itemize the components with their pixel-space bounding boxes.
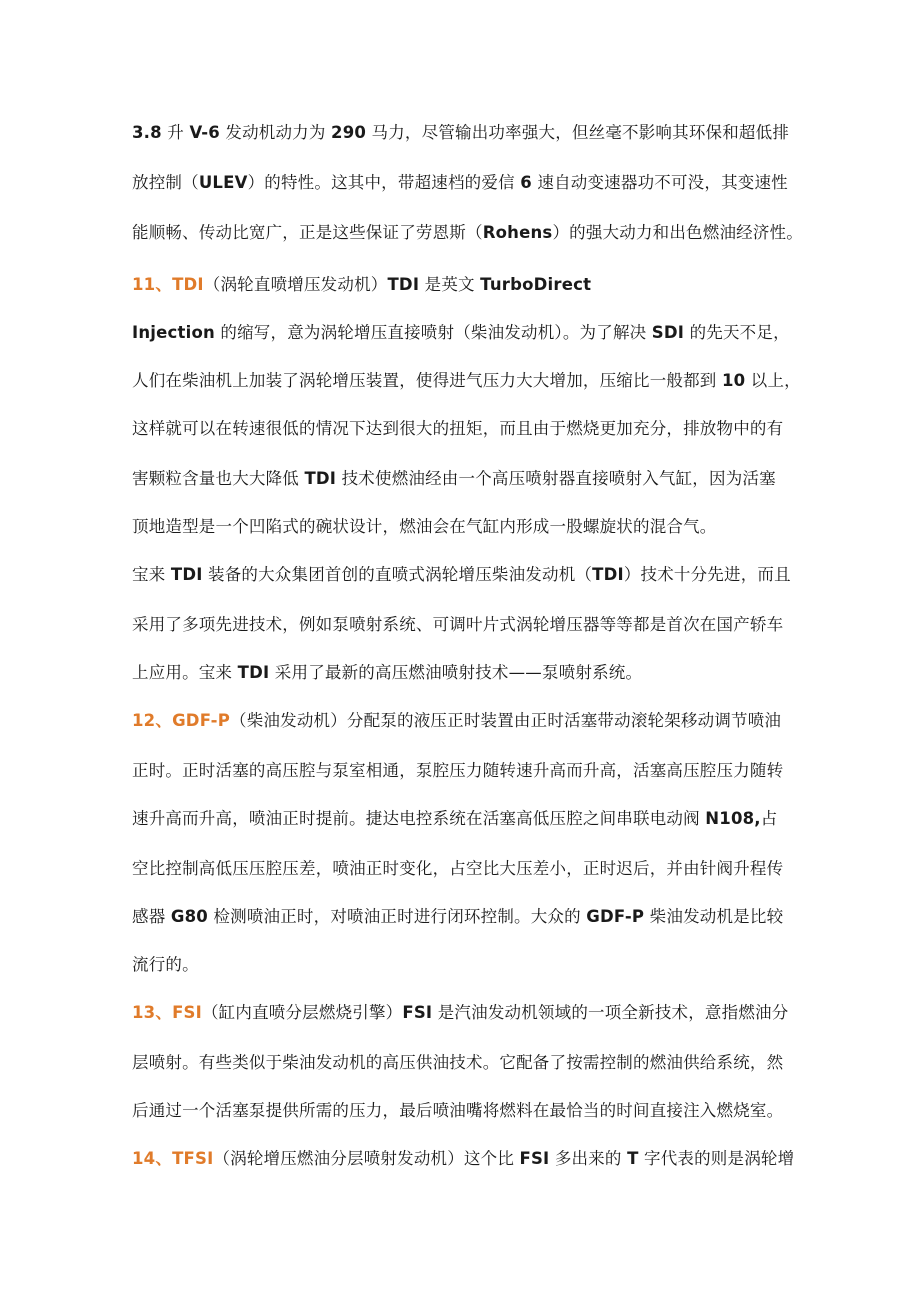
text-line: [132, 807, 777, 831]
text-segment: （涡轮增压燃油分层喷射发动机）这个比: [213, 1149, 520, 1168]
section-heading: TFSI: [172, 1149, 214, 1168]
text-segment: 正时。正时活塞的高压腔与泵室相通，泵腔压力随转速升高而升高，活塞高压腔压力随转: [132, 761, 784, 780]
text-line: [132, 273, 591, 297]
text-segment: 上应用。宝来: [132, 663, 238, 682]
text-segment: ）技术十分先进，而且: [623, 565, 791, 584]
text-segment: 采用了多项先进技术，例如泵喷射系统、可调叶片式涡轮增压器等等都是首次在国产轿车: [132, 615, 784, 634]
text-segment: （柴油发动机）分配泵的液压正时装置由正时活塞带动滚轮架移动调节喷油: [230, 711, 782, 730]
bold-term: ULEV: [198, 173, 248, 192]
text-segment: 是英文: [419, 275, 481, 294]
text-segment: 占: [760, 809, 778, 828]
bold-term: TDI: [237, 663, 270, 682]
text-segment: 空比控制高低压压腔压差，喷油正时变化，占空比大压差小，正时迟后，并由针阀升程传: [132, 859, 784, 878]
text-segment: 速升高而升高，喷油正时提前。捷达电控系统在活塞高低压腔之间串联电动阀: [132, 809, 706, 828]
text-segment: 采用了最新的高压燃油喷射技术——泵喷射系统。: [269, 663, 643, 682]
text-segment: 是汽油发动机领域的一项全新技术，意指燃油分: [432, 1003, 789, 1022]
bold-term: GDF-P: [586, 907, 645, 926]
section-heading: 14、: [132, 1149, 173, 1168]
bold-term: V-6: [189, 123, 220, 142]
text-line: [132, 1001, 788, 1025]
text-segment: 马力，尽管输出功率强大，但丝毫不影响其环保和超低排: [366, 123, 790, 142]
text-segment: 多出来的: [549, 1149, 628, 1168]
bold-term: SDI: [651, 323, 685, 342]
text-line: [132, 905, 783, 929]
bold-term: TDI: [387, 275, 420, 294]
bold-term: T: [627, 1149, 639, 1168]
text-segment: 升: [161, 123, 190, 142]
bold-term: TDI: [170, 565, 203, 584]
text-segment: 柴油发动机是比较: [644, 907, 784, 926]
text-segment: 检测喷油正时，对喷油正时进行闭环控制。大众的: [207, 907, 587, 926]
bold-term: TDI: [304, 469, 337, 488]
section-heading: FSI: [172, 1003, 202, 1022]
text-segment: （缸内直喷分层燃烧引擎）: [201, 1003, 403, 1022]
section-heading: 13、: [132, 1003, 173, 1022]
text-line: [132, 369, 801, 393]
bold-term: TDI: [592, 565, 624, 584]
bold-term: FSI: [402, 1003, 433, 1022]
text-line: [132, 121, 789, 145]
text-line: [132, 563, 791, 587]
text-segment: 的缩写，意为涡轮增压直接喷射（柴油发动机）。为了解决: [214, 323, 652, 342]
text-segment: 后通过一个活塞泵提供所需的压力，最后喷油嘴将燃料在最恰当的时间直接注入燃烧室。: [132, 1101, 784, 1120]
text-line: [132, 1051, 783, 1075]
section-heading: 12、: [132, 711, 173, 730]
text-segment: 速自动变速器功不可没，其变速性: [531, 173, 788, 192]
text-segment: 技术使燃油经由一个高压喷射器直接喷射入气缸，因为活塞: [336, 469, 776, 488]
text-segment: 流行的。: [132, 955, 199, 974]
text-segment: 顶地造型是一个凹陷式的碗状设计，燃油会在气缸内形成一股螺旋状的混合气。: [132, 517, 717, 536]
bold-term: 3.8: [132, 123, 162, 142]
text-segment: 发动机动力为: [219, 123, 332, 142]
text-line: [132, 759, 783, 783]
bold-term: FSI: [519, 1149, 550, 1168]
text-segment: 的先天不足，: [684, 323, 790, 342]
text-line: [132, 1099, 783, 1123]
text-segment: 感器: [132, 907, 171, 926]
bold-term: G80: [170, 907, 208, 926]
bold-term: Rohens: [482, 223, 553, 242]
section-heading: 11、: [132, 275, 173, 294]
text-segment: （涡轮直喷增压发动机）: [203, 275, 388, 294]
text-segment: 装备的大众集团首创的直喷式涡轮增压柴油发动机（: [202, 565, 593, 584]
text-segment: 层喷射。有些类似于柴油发动机的高压供油技术。它配备了按需控制的燃油供给系统，然: [132, 1053, 784, 1072]
text-segment: 害颗粒含量也大大降低: [132, 469, 305, 488]
text-line: [132, 171, 788, 195]
text-segment: 宝来: [132, 565, 171, 584]
text-line: [132, 613, 783, 637]
bold-term: 10: [721, 371, 746, 390]
text-line: [132, 661, 642, 685]
text-segment: 以上，: [745, 371, 801, 390]
text-line: [132, 953, 199, 977]
bold-term: 290: [331, 123, 367, 142]
text-line: [132, 417, 783, 441]
text-segment: ）的强大动力和出色燃油经济性。: [552, 223, 803, 242]
text-segment: ）的特性。这其中，带超速档的爱信: [247, 173, 521, 192]
section-heading: TDI: [172, 275, 204, 294]
bold-term: N108,: [705, 809, 761, 828]
section-heading: GDF-P: [172, 711, 231, 730]
text-line: [132, 321, 790, 345]
text-line: [132, 515, 717, 539]
text-line: [132, 1147, 794, 1171]
text-segment: 放控制（: [132, 173, 199, 192]
text-segment: 人们在柴油机上加装了涡轮增压装置，使得进气压力大大增加，压缩比一般都到: [132, 371, 722, 390]
text-line: [132, 857, 783, 881]
text-segment: 字代表的则是涡轮增: [638, 1149, 795, 1168]
bold-term: TurboDirect: [480, 275, 592, 294]
text-segment: 这样就可以在转速很低的情况下达到很大的扭矩，而且由于燃烧更加充分，排放物中的有: [132, 419, 784, 438]
text-line: [132, 467, 776, 491]
bold-term: 6: [520, 173, 532, 192]
text-line: [132, 709, 781, 733]
bold-term: Injection: [132, 323, 215, 342]
text-segment: 能顺畅、传动比宽广，正是这些保证了劳恩斯（: [132, 223, 483, 242]
text-line: [132, 221, 803, 245]
